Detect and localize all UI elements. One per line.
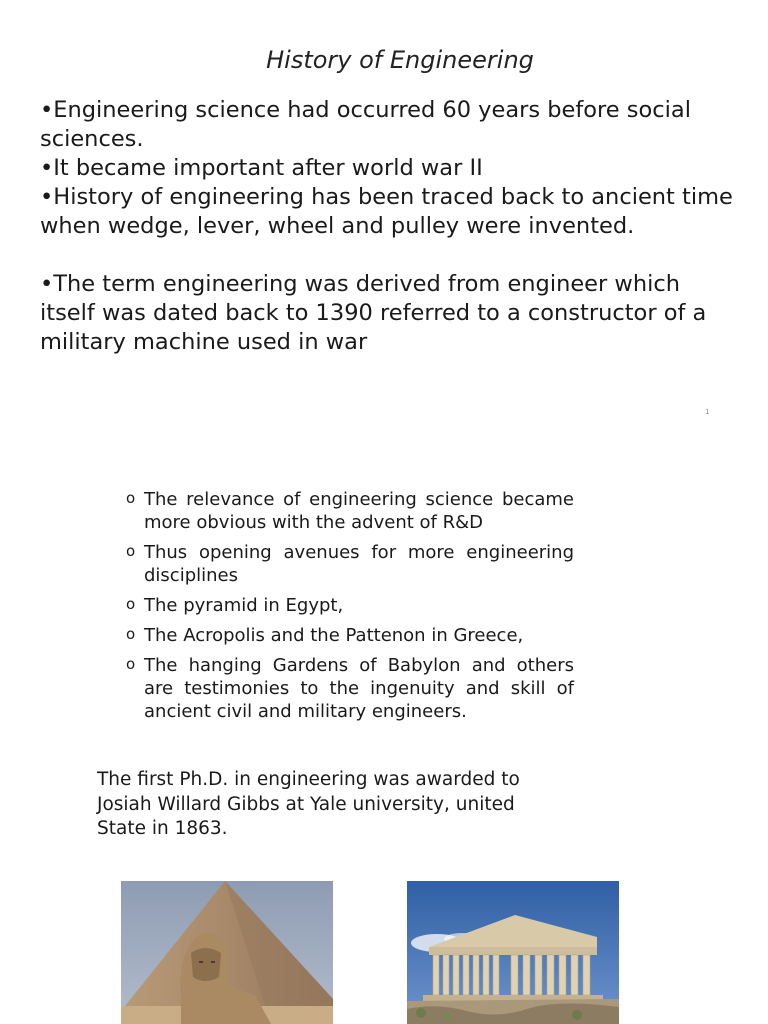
phd-note: The first Ph.D. in engineering was awarded to Josiah Willard Gibbs at Yale university, united State in 1863.: [97, 769, 520, 839]
list-item: o Thus opening avenues for more engineering disciplines: [126, 542, 574, 586]
list-item: o The Acropolis and the Pattenon in Greece,: [126, 625, 524, 646]
list-item: o The hanging Gardens of Babylon and others are testimonies to the ingenuity and skill of ancient civil and military engineers.: [126, 655, 574, 722]
parthenon-photo: [407, 881, 619, 1024]
bullet-marker: •: [40, 184, 54, 210]
slide-title: History of Engineering: [266, 46, 534, 74]
bullet-marker: •: [40, 97, 54, 123]
bullet-item: •History of engineering has been traced back to ancient time when wedge, lever, wheel and pulley were invented.: [40, 184, 733, 239]
bullet-marker: o: [126, 542, 136, 560]
bullet-marker: o: [126, 655, 136, 673]
page-number: 1: [705, 408, 710, 416]
bullet-marker: o: [126, 489, 136, 507]
bullet-marker: o: [126, 625, 136, 643]
sphinx-pyramid-photo: [121, 881, 333, 1024]
list-item: o The pyramid in Egypt,: [126, 595, 344, 616]
bullet-item: •Engineering science had occurred 60 years before social sciences.: [40, 97, 691, 152]
slide-bullets: [40, 96, 740, 357]
bullet-marker: •: [40, 271, 54, 297]
bullet-marker: •: [40, 155, 54, 181]
bullet-marker: o: [126, 595, 136, 613]
history-list: [126, 488, 574, 730]
bullet-item: •The term engineering was derived from engineer which itself was dated back to 1390 referred to a constructor of a military machine used in war: [40, 271, 707, 355]
list-item: o The relevance of engineering science became more obvious with the advent of R&D: [126, 489, 574, 533]
bullet-item: •It became important after world war II: [40, 155, 483, 181]
